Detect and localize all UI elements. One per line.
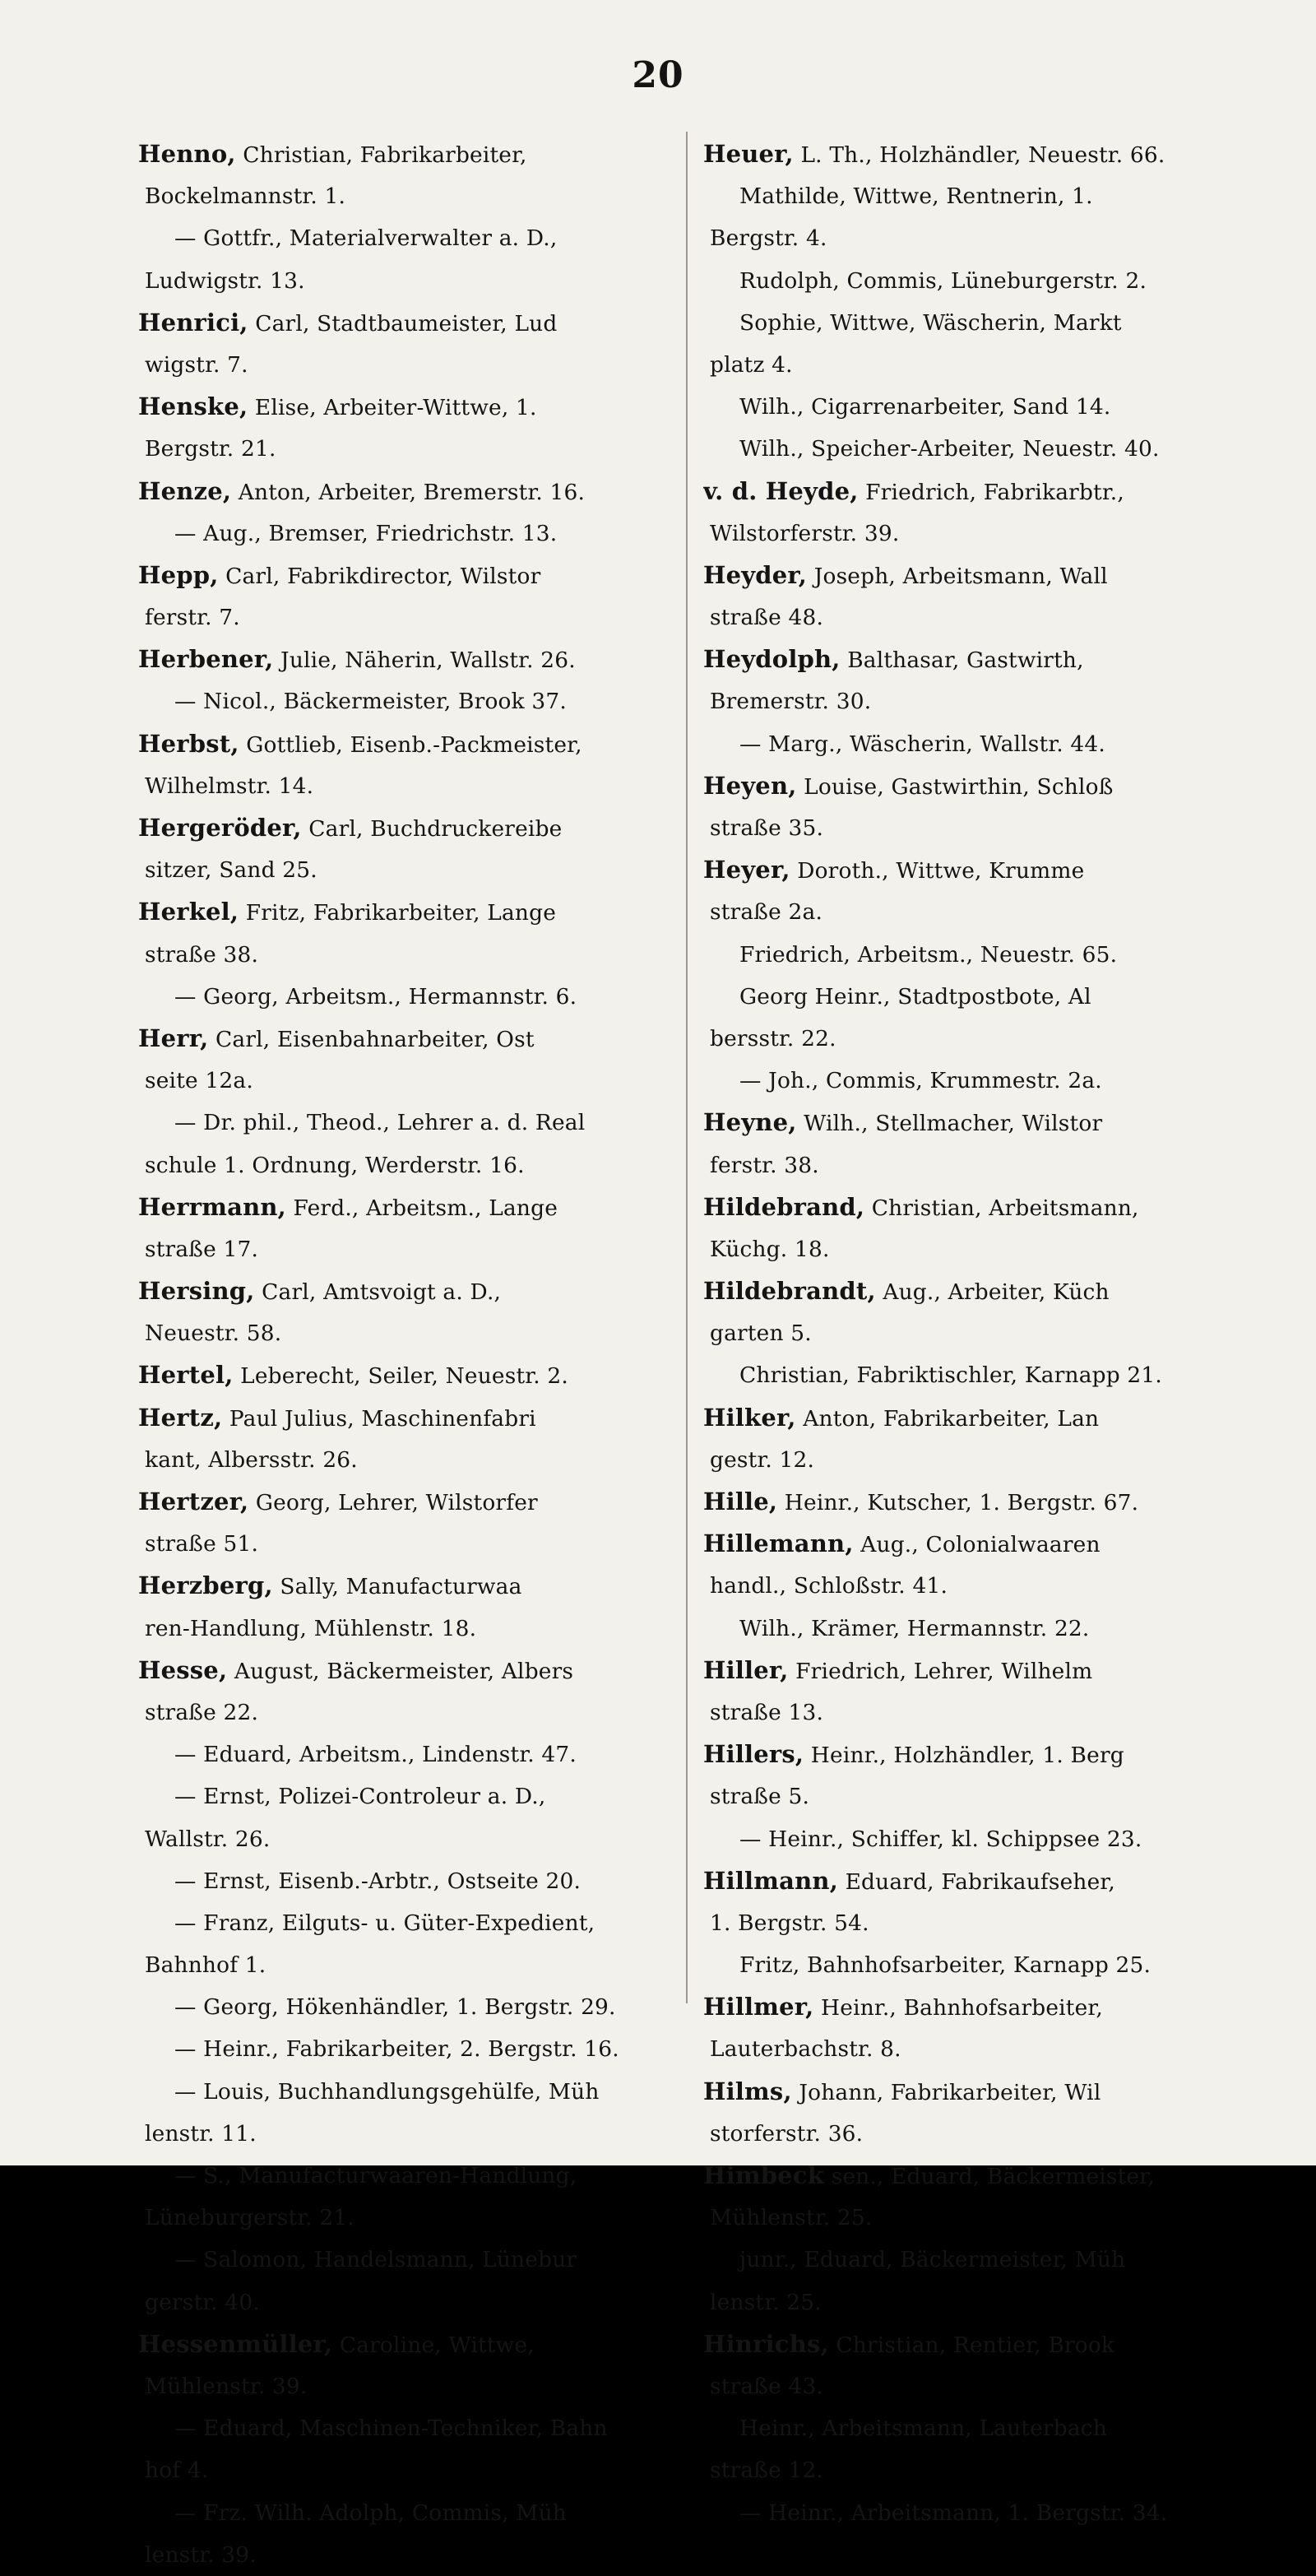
entry-text: garten 5. xyxy=(710,1320,812,1347)
directory-line xyxy=(703,217,1250,259)
directory-line xyxy=(138,428,685,470)
entry-text: Friedrich, Fabrikarbtr., xyxy=(858,479,1124,505)
entry-text: — Ernst, Polizei-Controleur a. D., xyxy=(174,1784,546,1810)
entry-text: Caroline, Wittwe, xyxy=(332,2332,535,2358)
directory-line xyxy=(138,1102,685,1144)
entry-surname: Hille, xyxy=(703,1488,778,1515)
entry-text: Bergstr. 4. xyxy=(710,225,827,252)
entry-surname: Heuer, xyxy=(703,140,794,168)
entry-text: straße 2a. xyxy=(710,899,823,926)
directory-line xyxy=(138,1354,685,1396)
entry-text: Heinr., Bahnhofsarbeiter, xyxy=(813,1995,1103,2021)
directory-line xyxy=(703,513,1250,555)
entry-text: Mühlenstr. 39. xyxy=(145,2373,308,2399)
directory-line xyxy=(703,638,1250,680)
directory-line xyxy=(138,1186,685,1228)
entry-surname: Herbener, xyxy=(138,645,274,674)
directory-line xyxy=(703,2323,1250,2365)
entry-surname: Hepp, xyxy=(138,560,219,589)
directory-line xyxy=(703,596,1250,638)
directory-line xyxy=(138,1565,685,1607)
directory-line xyxy=(138,217,685,259)
entry-text: — Salomon, Handelsmann, Lünebur xyxy=(174,2247,577,2273)
directory-line xyxy=(703,1608,1250,1650)
entry-text: Gottlieb, Eisenb.-Packmeister, xyxy=(239,731,582,758)
directory-line xyxy=(703,1060,1250,1102)
directory-line xyxy=(703,133,1250,175)
directory-line xyxy=(138,2028,685,2070)
entry-text: Ferd., Arbeitsm., Lange xyxy=(285,1195,558,1221)
directory-line xyxy=(138,1312,685,1354)
entry-text: ren-Handlung, Mühlenstr. 18. xyxy=(145,1615,477,1641)
directory-line xyxy=(138,513,685,555)
column-divider xyxy=(686,132,688,2003)
entry-text: Christian, Rentier, Brook xyxy=(828,2332,1115,2358)
entry-text: L. Th., Holzhändler, Neuestr. 66. xyxy=(793,142,1165,168)
entry-text: lenstr. 25. xyxy=(710,2289,822,2315)
directory-line xyxy=(703,1018,1250,1060)
directory-line xyxy=(138,807,685,849)
directory-line xyxy=(138,638,685,680)
directory-line xyxy=(703,1354,1250,1396)
entry-text: Heinr., Holzhändler, 1. Berg xyxy=(804,1743,1124,1769)
entry-text: Wallstr. 26. xyxy=(145,1826,271,1852)
entry-text: straße 43. xyxy=(710,2373,824,2399)
entry-text: Heinr., Kutscher, 1. Bergstr. 67. xyxy=(777,1490,1139,1515)
entry-text: Bockelmannstr. 1. xyxy=(145,183,346,210)
entry-text: Anton, Arbeiter, Bremerstr. 16. xyxy=(231,479,586,505)
directory-line xyxy=(703,1523,1250,1565)
entry-text: Johann, Fabrikarbeiter, Wil xyxy=(791,2079,1101,2105)
directory-line xyxy=(703,2197,1250,2239)
directory-line xyxy=(703,555,1250,596)
entry-surname: Henske, xyxy=(138,392,248,421)
entry-text: junr., Eduard, Bäckermeister, Müh xyxy=(739,2247,1126,2273)
directory-line xyxy=(703,2449,1250,2491)
directory-line xyxy=(703,1986,1250,2028)
entry-text: — Joh., Commis, Krummestr. 2a. xyxy=(739,1068,1102,1094)
entry-text: Sally, Manufacturwaa xyxy=(272,1574,522,1600)
entry-surname: v. d. Heyde, xyxy=(703,476,859,505)
directory-line xyxy=(138,1608,685,1650)
entry-surname: Hildebrandt, xyxy=(703,1277,876,1306)
entry-text: Wilh., Krämer, Hermannstr. 22. xyxy=(739,1615,1090,1641)
directory-line xyxy=(138,2323,685,2365)
entry-text: Leberecht, Seiler, Neuestr. 2. xyxy=(233,1363,568,1390)
entry-text: straße 48. xyxy=(710,605,824,631)
page-number: 20 xyxy=(632,54,684,96)
entry-text: straße 38. xyxy=(145,941,259,968)
entry-surname: Hersing, xyxy=(138,1277,255,1306)
directory-line xyxy=(703,1397,1250,1439)
entry-text: Doroth., Wittwe, Krumme xyxy=(790,858,1085,884)
directory-line xyxy=(703,934,1250,976)
entry-text: sen., Eduard, Bäckermeister, xyxy=(823,2164,1155,2189)
directory-line xyxy=(138,1060,685,1102)
directory-line xyxy=(703,680,1250,722)
entry-surname: Heyer, xyxy=(703,856,790,884)
entry-text: Carl, Amtsvoigt a. D., xyxy=(254,1279,502,1306)
directory-line xyxy=(138,1692,685,1734)
directory-line xyxy=(138,1986,685,2028)
directory-line xyxy=(138,175,685,217)
directory-line xyxy=(703,1102,1250,1144)
directory-line xyxy=(703,1818,1250,1860)
entry-surname: Heyne, xyxy=(703,1108,797,1137)
directory-line xyxy=(703,1650,1250,1692)
directory-line xyxy=(138,1439,685,1481)
directory-line xyxy=(703,386,1250,428)
entry-text: — Eduard, Arbeitsm., Lindenstr. 47. xyxy=(174,1742,577,1768)
directory-line xyxy=(703,471,1250,513)
directory-line xyxy=(138,1523,685,1565)
directory-line xyxy=(703,1860,1250,1902)
entry-text: lenstr. 39. xyxy=(145,2541,257,2568)
directory-line xyxy=(703,807,1250,849)
entry-surname: Herrmann, xyxy=(138,1192,286,1221)
entry-text: platz 4. xyxy=(710,351,793,378)
directory-line xyxy=(138,1650,685,1692)
entry-surname: Herr, xyxy=(138,1023,209,1052)
directory-line xyxy=(703,723,1250,765)
directory-line xyxy=(703,2155,1250,2197)
entry-surname: Henno, xyxy=(138,140,236,168)
directory-line xyxy=(703,2113,1250,2155)
entry-text: Anton, Fabrikarbeiter, Lan xyxy=(795,1405,1100,1432)
directory-line xyxy=(138,2365,685,2407)
entry-text: — Dr. phil., Theod., Lehrer a. d. Real xyxy=(174,1110,586,1136)
directory-line xyxy=(703,2281,1250,2323)
entry-text: Christian, Fabriktischler, Karnapp 21. xyxy=(739,1362,1162,1389)
directory-line xyxy=(138,2492,685,2534)
directory-line xyxy=(138,471,685,513)
directory-line xyxy=(138,1481,685,1523)
entry-text: gestr. 12. xyxy=(710,1446,815,1473)
entry-text: Wilh., Cigarrenarbeiter, Sand 14. xyxy=(739,394,1111,420)
directory-line xyxy=(138,2449,685,2491)
entry-surname: Hillemann, xyxy=(703,1529,854,1558)
entry-text: — Marg., Wäscherin, Wallstr. 44. xyxy=(739,731,1105,757)
entry-text: Louise, Gastwirthin, Schloß xyxy=(796,773,1114,800)
entry-text: Georg, Lehrer, Wilstorfer xyxy=(248,1490,538,1515)
entry-surname: Henrici, xyxy=(138,308,248,337)
directory-line xyxy=(138,2071,685,2113)
directory-line xyxy=(703,1439,1250,1481)
entry-surname: Hillers, xyxy=(703,1740,804,1769)
directory-line xyxy=(138,1860,685,1902)
entry-text: August, Bäckermeister, Albers xyxy=(227,1658,574,1684)
entry-text: Rudolph, Commis, Lüneburgerstr. 2. xyxy=(739,267,1147,294)
directory-line xyxy=(703,976,1250,1018)
entry-text: Friedrich, Lehrer, Wilhelm xyxy=(788,1658,1093,1684)
entry-surname: Heydolph, xyxy=(703,645,841,674)
directory-line xyxy=(138,2113,685,2155)
entry-surname: Herkel, xyxy=(138,898,239,926)
entry-surname: Hergeröder, xyxy=(138,814,302,842)
directory-line xyxy=(138,344,685,386)
entry-text: — Eduard, Maschinen-Techniker, Bahn xyxy=(174,2416,608,2442)
directory-line xyxy=(703,2071,1250,2113)
entry-text: — Gottfr., Materialverwalter a. D., xyxy=(174,225,558,252)
entry-text: Aug., Colonialwaaren xyxy=(853,1532,1101,1558)
entry-text: straße 22. xyxy=(145,1699,259,1725)
entry-text: — Nicol., Bäckermeister, Brook 37. xyxy=(174,689,567,715)
entry-text: straße 5. xyxy=(710,1784,810,1810)
entry-text: storferstr. 36. xyxy=(710,2120,864,2147)
directory-line xyxy=(703,1902,1250,1944)
directory-line xyxy=(703,2407,1250,2449)
entry-text: handl., Schloßstr. 41. xyxy=(710,1573,948,1599)
entry-surname: Hilms, xyxy=(703,2077,792,2105)
directory-line xyxy=(138,555,685,596)
entry-text: Bergstr. 21. xyxy=(145,436,276,462)
directory-line xyxy=(138,1944,685,1986)
directory-line xyxy=(138,934,685,976)
entry-text: Elise, Arbeiter-Wittwe, 1. xyxy=(248,395,537,421)
entry-surname: Hillmann, xyxy=(703,1866,838,1895)
directory-line xyxy=(138,596,685,638)
entry-text: Joseph, Arbeitsmann, Wall xyxy=(807,563,1108,589)
directory-line xyxy=(703,428,1250,470)
entry-text: Friedrich, Arbeitsm., Neuestr. 65. xyxy=(739,941,1118,968)
entry-surname: Heyder, xyxy=(703,560,808,589)
entry-text: Neuestr. 58. xyxy=(145,1320,282,1347)
directory-line xyxy=(703,1565,1250,1607)
entry-text: Paul Julius, Maschinenfabri xyxy=(222,1405,536,1432)
directory-line xyxy=(703,1144,1250,1186)
left-column xyxy=(138,133,685,2576)
directory-line xyxy=(703,1228,1250,1270)
entry-text: Ludwigstr. 13. xyxy=(145,267,305,294)
directory-line xyxy=(703,1270,1250,1312)
entry-text: wigstr. 7. xyxy=(145,351,248,378)
directory-line xyxy=(138,1228,685,1270)
directory-line xyxy=(138,1270,685,1312)
entry-text: Lauterbachstr. 8. xyxy=(710,2036,901,2063)
entry-text: Carl, Fabrikdirector, Wilstor xyxy=(218,563,541,589)
entry-text: straße 12. xyxy=(710,2458,824,2484)
right-column xyxy=(703,133,1250,2534)
entry-surname: Hertel, xyxy=(138,1361,234,1390)
entry-text: Carl, Buchdruckereibe xyxy=(301,816,563,842)
entry-surname: Herbst, xyxy=(138,729,239,758)
entry-text: — Heinr., Arbeitsmann, 1. Bergstr. 34. xyxy=(739,2499,1168,2526)
entry-text: — Georg, Hökenhändler, 1. Bergstr. 29. xyxy=(174,1994,616,2021)
directory-line xyxy=(138,1902,685,1944)
directory-line xyxy=(703,1734,1250,1775)
entry-text: Wilh., Speicher-Arbeiter, Neuestr. 40. xyxy=(739,436,1160,462)
directory-line xyxy=(703,2365,1250,2407)
directory-line xyxy=(138,680,685,722)
entry-text: sitzer, Sand 25. xyxy=(145,857,317,884)
directory-line xyxy=(703,1481,1250,1523)
directory-line xyxy=(138,386,685,428)
entry-text: Mathilde, Wittwe, Rentnerin, 1. xyxy=(739,183,1093,210)
entry-text: Carl, Stadtbaumeister, Lud xyxy=(248,310,558,337)
entry-text: Carl, Eisenbahnarbeiter, Ost xyxy=(208,1026,535,1052)
entry-surname: Hinrichs, xyxy=(703,2329,829,2358)
entry-text: Lüneburgerstr. 21. xyxy=(145,2205,354,2231)
entry-text: hof 4. xyxy=(145,2458,209,2484)
directory-line xyxy=(138,2239,685,2281)
entry-text: — Georg, Arbeitsm., Hermannstr. 6. xyxy=(174,983,577,1010)
entry-surname: Hildebrand, xyxy=(703,1192,865,1221)
entry-text: Eduard, Fabrikaufseher, xyxy=(838,1868,1115,1895)
directory-line xyxy=(138,1397,685,1439)
directory-line xyxy=(138,1818,685,1860)
directory-line xyxy=(703,2028,1250,2070)
directory-line xyxy=(703,344,1250,386)
entry-surname: Himbeck xyxy=(703,2161,824,2189)
entry-text: — Aug., Bremser, Friedrichstr. 13. xyxy=(174,520,558,546)
entry-surname: Herzberg, xyxy=(138,1571,273,1600)
entry-text: Wilhelmstr. 14. xyxy=(145,773,314,799)
entry-text: straße 51. xyxy=(145,1531,259,1557)
directory-line xyxy=(138,133,685,175)
entry-surname: Hiller, xyxy=(703,1655,789,1684)
directory-line xyxy=(703,1692,1250,1734)
entry-text: Wilh., Stellmacher, Wilstor xyxy=(796,1111,1103,1137)
entry-text: Wilstorferstr. 39. xyxy=(710,520,900,546)
directory-line xyxy=(703,302,1250,344)
directory-line xyxy=(138,1144,685,1186)
entry-text: gerstr. 40. xyxy=(145,2289,260,2315)
entry-surname: Heyen, xyxy=(703,771,797,800)
directory-line xyxy=(703,2239,1250,2281)
entry-text: Fritz, Fabrikarbeiter, Lange xyxy=(239,900,557,926)
entry-text: straße 13. xyxy=(710,1699,824,1725)
entry-text: lenstr. 11. xyxy=(145,2120,257,2147)
entry-text: Bremerstr. 30. xyxy=(710,689,872,715)
entry-surname: Hertzer, xyxy=(138,1488,249,1515)
directory-line xyxy=(138,302,685,344)
entry-text: Balthasar, Gastwirth, xyxy=(840,647,1084,674)
directory-line xyxy=(138,891,685,933)
directory-line xyxy=(703,765,1250,807)
directory-line xyxy=(138,2281,685,2323)
entry-text: kant, Albersstr. 26. xyxy=(145,1446,358,1473)
directory-line xyxy=(138,2407,685,2449)
directory-line xyxy=(138,2534,685,2576)
entry-text: Küchg. 18. xyxy=(710,1236,830,1262)
entry-text: — Heinr., Fabrikarbeiter, 2. Bergstr. 16. xyxy=(174,2036,619,2063)
directory-line xyxy=(703,2492,1250,2534)
entry-text: Julie, Näherin, Wallstr. 26. xyxy=(273,647,576,674)
directory-line xyxy=(703,175,1250,217)
entry-text: bersstr. 22. xyxy=(710,1025,836,1051)
directory-line xyxy=(138,1018,685,1060)
entry-text: Mühlenstr. 25. xyxy=(710,2205,873,2231)
entry-text: — Ernst, Eisenb.-Arbtr., Ostseite 20. xyxy=(174,1868,582,1894)
directory-line xyxy=(138,260,685,302)
entry-text: Georg Heinr., Stadtpostbote, Al xyxy=(739,983,1091,1010)
directory-line xyxy=(138,723,685,765)
entry-text: — S., Manufacturwaaren-Handlung, xyxy=(174,2163,577,2188)
entry-text: straße 17. xyxy=(145,1236,259,1262)
entry-text: Fritz, Bahnhofsarbeiter, Karnapp 25. xyxy=(739,1952,1152,1979)
entry-text: — Franz, Eilguts- u. Güter-Expedient, xyxy=(174,1910,595,1936)
directory-line xyxy=(138,2155,685,2197)
entry-text: — Louis, Buchhandlungsgehülfe, Müh xyxy=(174,2078,600,2105)
directory-line xyxy=(138,849,685,891)
directory-line xyxy=(703,260,1250,302)
entry-text: Bahnhof 1. xyxy=(145,1952,266,1979)
entry-surname: Hillmer, xyxy=(703,1993,814,2021)
directory-line xyxy=(138,765,685,807)
entry-text: Heinr., Arbeitsmann, Lauterbach xyxy=(739,2416,1107,2442)
entry-text: — Heinr., Schiffer, kl. Schippsee 23. xyxy=(739,1826,1142,1852)
directory-line xyxy=(703,1312,1250,1354)
entry-surname: Hertz, xyxy=(138,1403,223,1432)
directory-line xyxy=(703,1186,1250,1228)
entry-surname: Hesse, xyxy=(138,1655,228,1684)
directory-line xyxy=(138,976,685,1018)
entry-text: 1. Bergstr. 54. xyxy=(710,1910,869,1936)
directory-line xyxy=(703,849,1250,891)
directory-line xyxy=(703,1775,1250,1817)
entry-text: Sophie, Wittwe, Wäscherin, Markt xyxy=(739,309,1122,336)
directory-line xyxy=(703,1944,1250,1986)
entry-text: Christian, Arbeitsmann, xyxy=(864,1195,1139,1221)
entry-text: straße 35. xyxy=(710,815,824,841)
directory-line xyxy=(138,2197,685,2239)
directory-line xyxy=(138,1734,685,1775)
entry-text: seite 12a. xyxy=(145,1068,253,1094)
entry-text: schule 1. Ordnung, Werderstr. 16. xyxy=(145,1152,525,1178)
directory-line xyxy=(138,1775,685,1817)
entry-text: — Frz. Wilh. Adolph, Commis, Müh xyxy=(174,2499,567,2526)
entry-text: ferstr. 7. xyxy=(145,605,240,631)
entry-text: ferstr. 38. xyxy=(710,1152,819,1178)
entry-surname: Henze, xyxy=(138,476,232,505)
entry-surname: Hessenmüller, xyxy=(138,2329,333,2358)
entry-text: Aug., Arbeiter, Küch xyxy=(875,1279,1110,1306)
directory-line xyxy=(703,891,1250,933)
entry-surname: Hilker, xyxy=(703,1403,796,1432)
entry-text: Christian, Fabrikarbeiter, xyxy=(235,142,527,168)
